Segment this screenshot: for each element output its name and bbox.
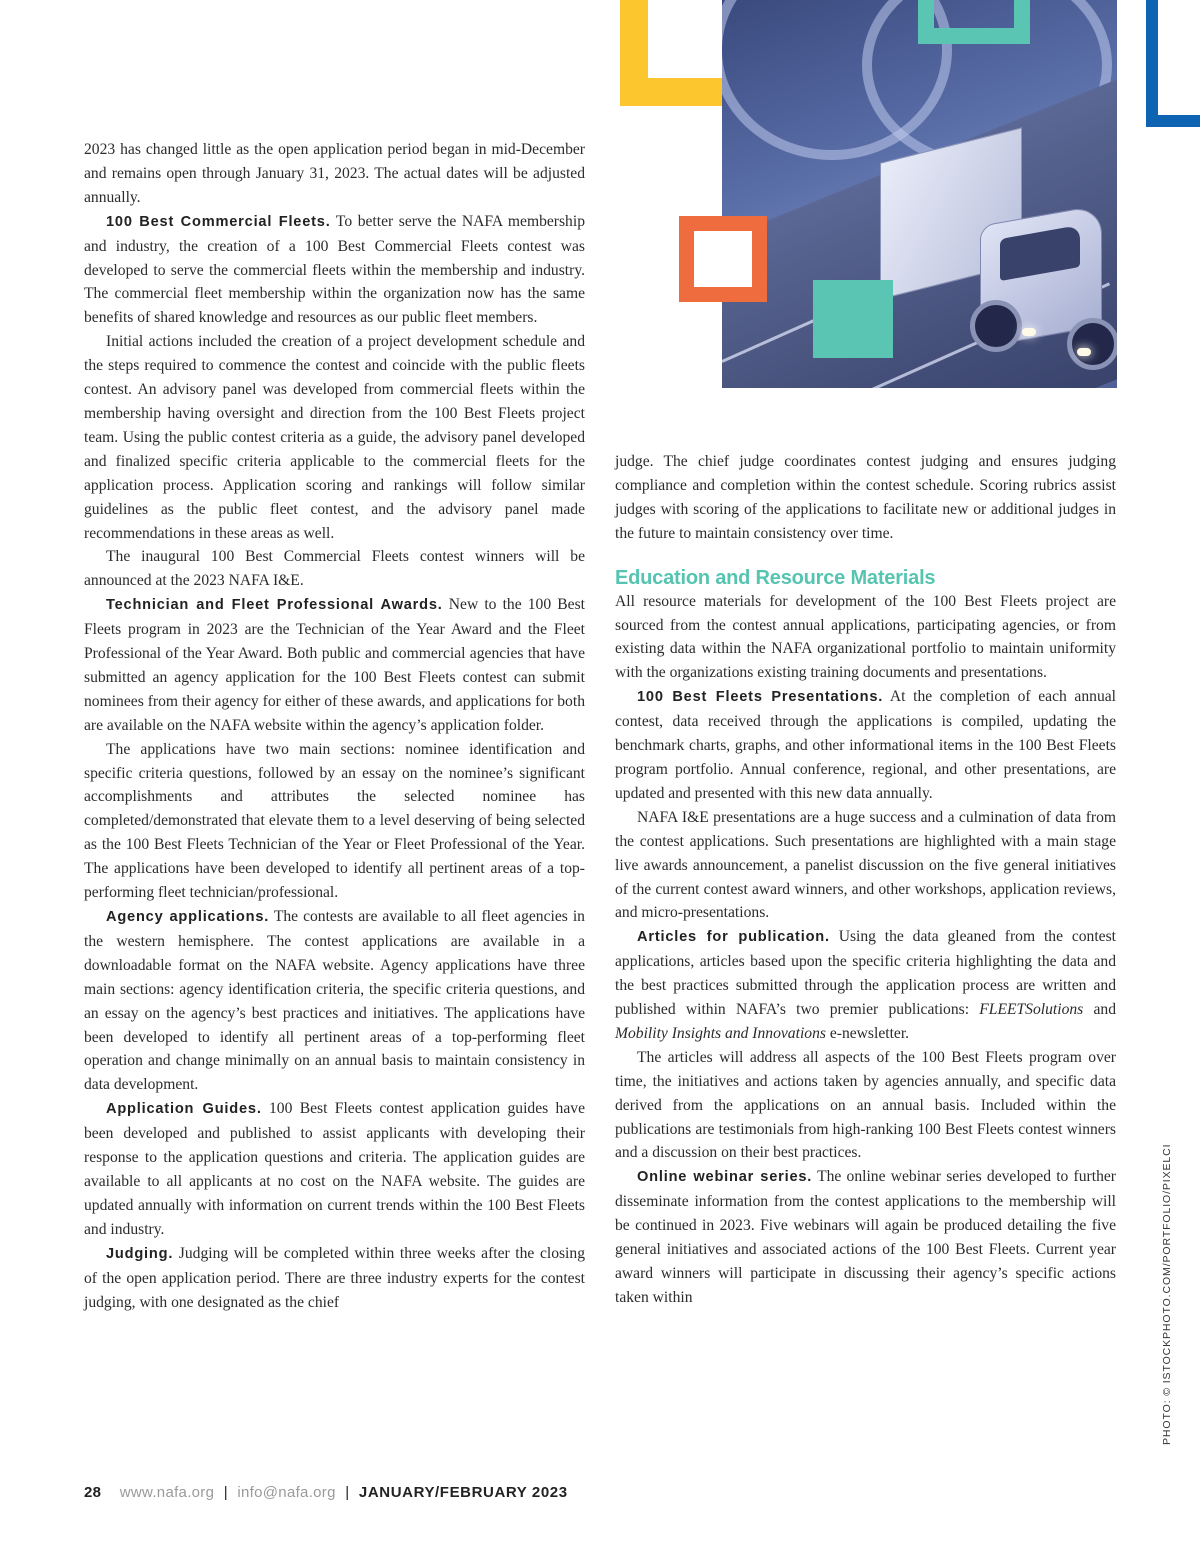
paragraph-text: New to the 100 Best Fleets program in 2023 are the Technician of the Year Award and the Fleet Professional of the Year Award. Both public and commercial agencies that have submitted an agency application for the 100 Best Fleets contest can submit nominees from their agency for either of these awards, and applications for both are available on the NAFA website within the agency’s application folder. — [84, 596, 585, 734]
paragraph: NAFA I&E presentations are a huge success and a culmination of data from the contest applications. Such presentations are highlighted with a main stage live awards announcement, a panelist discussion on the five general initiatives of the current contest award winners, and other workshops, application reviews, and micro-presentations. — [615, 808, 1116, 922]
run-in-heading: Judging. — [106, 1245, 174, 1262]
publication-title: Mobility Insights and Innovations — [615, 1024, 826, 1042]
paragraph-text: At the completion of each annual contest, data received through the applications is compiled, updating the benchmark charts, graphs, and other informational items in the 100 Best Fleets program portfolio. Annual conference, regional, and other presentations, are updated and presented with this new data annually. — [615, 688, 1116, 802]
paragraph: The articles will address all aspects of the 100 Best Fleets program over time, the initiatives and actions taken by agencies annually, and specific data derived from the applications on an annual basis. Included within the publications are testimonials from high-ranking 100 Best Fleets contest winners and a discussion on their best practices. — [615, 1048, 1116, 1162]
paragraph: All resource materials for development of the 100 Best Fleets project are sourced from the contest annual applications, participating agencies, or from existing data within the NAFA organizational portfolio to maintain uniformity with the organizations existing training documents and presentations. — [615, 592, 1116, 682]
paragraph — [84, 593, 585, 737]
paragraph — [84, 1242, 585, 1315]
paragraph: The inaugural 100 Best Commercial Fleets contest winners will be announced at the 2023 NAFA I&E. — [84, 548, 585, 590]
paragraph: The applications have two main sections: nominee identification and specific criteria questions, followed by an essay on the nominee’s significant accomplishments and attributes the selected nominee has completed/demonstrated that elevate them to a level deserving of being selected as the 100 Best Fleets Technician of the Year or Fleet Professional of the Year. The applications have been developed to identify all pertinent areas of a top-performing fleet technician/professional. — [84, 740, 585, 902]
paragraph-text: The contests are available to all fleet agencies in the western hemisphere. The contest applications are available in a downloadable format on the NAFA website. Agency applications have three main sections: agency identification criteria, the specific criteria questions, and an essay on the agency’s best practices and initiatives. The applications have been developed to identify all pertinent areas of a top-performing fleet operation and change minimally on an annual basis to maintain consistency in data development. — [84, 908, 585, 1094]
page-number: 28 — [84, 1484, 102, 1501]
paragraph: judge. The chief judge coordinates contest judging and ensures judging compliance and completion within the contest schedule. Scoring rubrics assist judges with scoring of the applications to facilitate new or additional judges in the future to maintain consistency over time. — [615, 453, 1116, 542]
truck-wheel — [970, 300, 1022, 352]
paragraph-text: Judging will be completed within three weeks after the closing of the open application period. There are three industry experts for the contest judging, with one designated as the chief — [84, 1244, 585, 1311]
paragraph — [84, 1097, 585, 1241]
run-in-heading: 100 Best Commercial Fleets. — [106, 213, 331, 230]
paragraph-text: 100 Best Fleets contest application guides have been developed and published to assist applicants with developing their response to the application questions and criteria. The application guides are available to all applicants at no cost on the NAFA website. The guides are updated annually with information on current trends within the 100 Best Fleets and industry. — [84, 1100, 585, 1238]
truck-wheel — [1067, 318, 1117, 370]
paragraph: 2023 has changed little as the open application period began in mid-December and remains open through January 31, 2023. The actual dates will be adjusted annually. — [84, 141, 585, 206]
footer-separator: | — [345, 1484, 350, 1501]
footer-separator: | — [223, 1484, 228, 1501]
truck-headlight — [1077, 348, 1091, 356]
paragraph: Initial actions included the creation of a project development schedule and the steps required to commence the contest and coincide with the public fleets contest. An advisory panel was developed from commercial fleets within the membership having oversight and direction from the 100 Best Fleets project team. Using the public contest criteria as a guide, the advisory panel developed and finalized specific criteria applicable to the commercial fleets for the application process. Application scoring and rankings will follow similar guidelines as the public fleet contest, and the advisory panel made recommendations in these areas as well. — [84, 333, 585, 542]
run-in-heading: Online webinar series. — [637, 1169, 813, 1186]
page-footer — [84, 1484, 568, 1501]
decorative-blue-square-outline — [1146, 0, 1200, 127]
right-text-column — [615, 450, 1116, 1310]
decorative-teal-square-outline — [918, 0, 1030, 44]
issue-date: JANUARY/FEBRUARY 2023 — [358, 1484, 568, 1501]
run-in-heading: Technician and Fleet Professional Awards. — [106, 597, 443, 614]
paragraph — [615, 1165, 1116, 1309]
truck-headlight — [1022, 328, 1036, 336]
paragraph — [84, 905, 585, 1097]
publication-title: FLEETSolutions — [979, 1001, 1084, 1019]
truck-tunnel-photo — [722, 0, 1117, 388]
left-text-column — [84, 138, 585, 1314]
paragraph-text: and — [1083, 1001, 1116, 1019]
email-link[interactable]: info@nafa.org — [237, 1484, 336, 1501]
run-in-heading: Application Guides. — [106, 1101, 262, 1118]
run-in-heading: Articles for publication. — [637, 929, 830, 946]
run-in-heading: 100 Best Fleets Presentations. — [637, 689, 884, 706]
photo-credit: PHOTO: © ISTOCKPHOTO.COM/PORTFOLIO/PIXELCI — [1161, 1143, 1173, 1445]
paragraph-text: e-newsletter. — [825, 1024, 910, 1042]
paragraph — [615, 925, 1116, 1046]
paragraph-text: To better serve the NAFA membership and industry, the creation of a 100 Best Commercial Fleets contest was developed to serve the commercial fleets within the membership and industry. The commercial fleet membership within the organization now has the same benefits of shared knowledge and resources as our public fleet members. — [84, 212, 585, 327]
decorative-orange-square-outline — [679, 216, 767, 302]
paragraph-text: Using the data gleaned from the contest applications, articles based upon the specific criteria highlighting the data and the best practices submitted through the application process are written and published within NAFA’s two premier publications: — [615, 928, 1116, 1019]
paragraph-text: The online webinar series developed to further disseminate information from the contest applications to the membership will be continued in 2023. Five webinars will again be produced detailing the five general initiatives and associated actions of the 100 Best Fleets. Current year award winners will participate in discussing their agency’s specific actions taken within — [615, 1168, 1116, 1306]
website-link[interactable]: www.nafa.org — [119, 1484, 215, 1501]
decorative-yellow-square-inner — [648, 0, 724, 78]
paragraph — [615, 685, 1116, 806]
paragraph — [84, 210, 585, 331]
decorative-teal-square-solid — [813, 280, 893, 358]
section-heading: Education and Resource Materials — [615, 566, 936, 589]
run-in-heading: Agency applications. — [106, 909, 270, 925]
